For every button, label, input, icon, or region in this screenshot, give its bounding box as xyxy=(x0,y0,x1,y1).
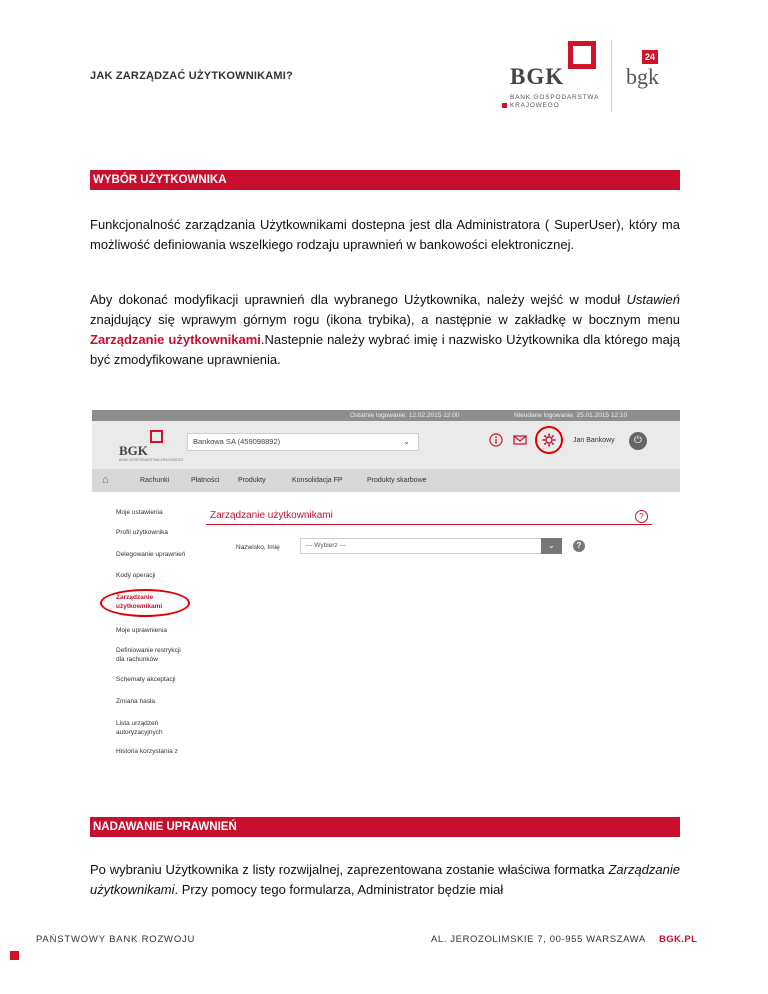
logo-subtitle-2: KRAJOWEGO xyxy=(510,102,560,109)
sidebar-item-my-permissions[interactable]: Moje uprawnienia xyxy=(116,627,167,634)
bgk-logo xyxy=(498,38,668,114)
para-text: .Nastepnie należy wybrać imię i nazwisko Użytkownika dla którego mają być zmodyfikowane uprawnienia. xyxy=(90,332,680,367)
nav-item-produkty-skarbowe[interactable]: Produkty skarbowe xyxy=(367,477,427,484)
sidebar-item-change-password[interactable]: Zmiana hasła xyxy=(116,698,156,705)
logo-square-icon xyxy=(568,41,596,69)
mail-icon[interactable] xyxy=(513,433,527,447)
logo-subtitle-1: BANK GOSPODARSTWA xyxy=(510,94,600,101)
home-icon[interactable]: ⌂ xyxy=(102,474,109,486)
paragraph-instructions xyxy=(90,290,680,370)
user-name: Jan Bankowy xyxy=(573,437,615,444)
select-chevron-down-icon[interactable]: ⌄ xyxy=(541,538,562,554)
section-title-granting-permissions: NADAWANIE UPRAWNIEŃ xyxy=(90,817,680,837)
user-select[interactable]: --- Wybierz --- xyxy=(300,538,562,554)
help-icon[interactable]: ? xyxy=(635,510,648,523)
footer-square-icon xyxy=(10,951,19,960)
sidebar-item-account-restrictions[interactable]: Definiowanie restrykcji dla rachunków xyxy=(116,647,181,663)
para-emphasis: Zarządzanie użytkownikami xyxy=(90,862,680,897)
app-logo-subtitle: BANK GOSPODARSTWA KRAJOWEGO xyxy=(119,458,184,462)
chevron-down-icon: ⌄ xyxy=(403,437,410,446)
info-icon[interactable] xyxy=(489,433,503,447)
sidebar-item-profile[interactable]: Profil użytkownika xyxy=(116,529,169,536)
nav-item-konsolidacja[interactable]: Konsolidacja FP xyxy=(292,477,343,484)
sidebar-item-user-management[interactable]: Zarządzanie użytkownikami xyxy=(116,594,163,610)
paragraph-granting xyxy=(90,860,680,900)
app-header xyxy=(92,421,680,469)
footer-tagline: PAŃSTWOWY BANK ROZWOJU xyxy=(36,934,196,945)
user-field-label: Nazwisko, Imię xyxy=(236,544,280,551)
logo-divider xyxy=(611,40,612,112)
sidebar-item-usage-history[interactable]: Historia korzystania z xyxy=(116,748,178,755)
sidebar-item-delegation[interactable]: Delegowanie uprawnień xyxy=(116,551,186,558)
gear-highlight-ellipse xyxy=(535,426,563,454)
sidebar-item-auth-devices[interactable]: Lista urządzeń autoryzacyjnych xyxy=(116,720,163,736)
main-nav xyxy=(92,469,680,492)
para-text: . Przy pomocy tego formularza, Administrator będzie miał xyxy=(174,882,504,897)
footer-address: AL. JEROZOLIMSKIE 7, 00-955 WARSZAWA xyxy=(431,934,646,945)
section-title-user-selection: WYBÓR UŻYTKOWNIKA xyxy=(90,170,680,190)
sidebar-item-operation-codes[interactable]: Kody operacji xyxy=(116,572,156,579)
para-text: Po wybraniu Użytkownika z listy rozwijalnej, zaprezentowana zostanie właściwa formatka xyxy=(90,862,609,877)
paragraph-intro: Funkcjonalność zarządzania Użytkownikami dostepna jest dla Administratora ( SuperUser), który ma możliwość definiowania wszelkiego rodzaju uprawnień w bankowości elektronicznej. xyxy=(90,217,680,252)
app-logo-square-icon xyxy=(150,430,163,443)
bank-select-value: Bankowa SA (459098892) xyxy=(193,437,281,446)
last-login: Ostatnie logowanie: 12.02.2015 12:00 xyxy=(350,412,460,419)
app-logo[interactable]: BGK xyxy=(119,443,148,458)
sidebar-item-acceptance-schemes[interactable]: Schematy akceptacji xyxy=(116,676,176,683)
para-highlight: Zarządzanie użytkownikami xyxy=(90,332,261,347)
title-underline xyxy=(206,524,652,525)
logo-red-dot-icon xyxy=(502,103,507,108)
app-screenshot xyxy=(92,410,680,766)
logo-bgk24: bgk xyxy=(626,64,659,89)
bank-select[interactable] xyxy=(187,433,419,451)
user-management-highlight-ellipse xyxy=(100,589,190,617)
para-text: znajdujący się wprawym górnym rogu (ikona trybika), a następnie w zakładkę w bocznym menu xyxy=(90,312,680,327)
failed-login: Nieudane logowanie: 25.01.2015 12:10 xyxy=(514,412,628,419)
logo-brand: BGK xyxy=(510,64,565,89)
login-info-bar xyxy=(92,410,680,421)
footer-website-link[interactable]: BGK.PL xyxy=(659,934,698,945)
document-heading: JAK ZARZĄDZAĆ UŻYTKOWNIKAMI? xyxy=(90,70,293,82)
page-title: Zarządzanie użytkownikami xyxy=(210,510,333,521)
nav-item-platnosci[interactable]: Płatności xyxy=(191,477,220,484)
para-text: Aby dokonać modyfikacji uprawnień dla wybranego Użytkownika, należy wejść w moduł xyxy=(90,292,627,307)
sidebar-item-settings[interactable]: Moje ustawienia xyxy=(116,509,163,516)
nav-item-produkty[interactable]: Produkty xyxy=(238,477,266,484)
nav-item-rachunki[interactable]: Rachunki xyxy=(140,477,170,484)
field-help-icon[interactable]: ? xyxy=(573,540,585,552)
para-emphasis: Ustawień xyxy=(626,292,680,307)
logout-power-icon[interactable]: ⏻ xyxy=(629,432,647,450)
logo-24-badge: 24 xyxy=(642,50,658,64)
